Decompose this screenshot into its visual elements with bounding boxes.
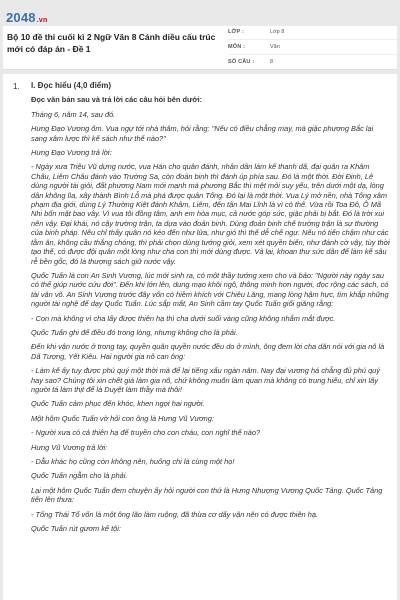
meta-row-subject [228, 41, 397, 55]
paragraph: Tháng 6, năm 14, sau đó. [31, 109, 116, 119]
document-meta [228, 26, 397, 70]
paragraph: Hưng Vũ Vương trả lời: [31, 442, 108, 452]
meta-row-question-count [228, 56, 397, 70]
paragraph: Hưng Đạo Vương trả lời: [31, 148, 112, 158]
document-header [3, 26, 397, 70]
meta-value: 8 [270, 59, 274, 65]
document-title: Bộ 10 đề thi cuối kì 2 Ngữ Văn 8 Cánh diều cấu trúc mới có đáp án - Đề 1 [7, 32, 216, 54]
paragraph: Quốc Tuấn ghi để điều đó trong lòng, nhưng không cho là phải. [31, 327, 238, 337]
question-number: 1. [13, 82, 20, 91]
paragraph: - Con mà không vì cha lấy được thiên hạ thì cha dưới suối vàng cũng không nhắm mắt được. [31, 313, 336, 323]
logo-text: 2048 [6, 10, 36, 25]
paragraph: - Dẫu khác họ cũng còn không nên, huống chi là cùng một họ! [31, 457, 235, 466]
paragraph: Một hôm Quốc Tuấn vờ hỏi con ông là Hưng Vũ Vương: [31, 413, 214, 423]
paragraph: Quốc Tuấn là con An Sinh Vương, lúc mới sinh ra, có một thầy tướng xem cho và bảo: "Người này ngày sau có thể giúp nước cứu đời". Đến khi lớn lên, dung mạo khôi ngô, thông minh hơn người, đọc rộng các sách, có tài văn võ. An Sinh Vương trước đây vốn có hiềm khích với Chiêu Lăng, mang lòng hậm hực, tìm khắp những người tài nghệ để dạy Quốc Tuấn. Lúc sắp mất, An Sinh cầm tay Quốc Tuấn giối giăng rằng: [31, 270, 389, 309]
instruction-text: Đọc văn bản sau và trả lời các câu hỏi bên dưới: [31, 95, 203, 105]
section-heading: I. Đọc hiểu (4,0 điểm) [31, 81, 112, 90]
paragraph: Quốc Tuấn cảm phục đến khóc, khen ngợi hai người. [31, 399, 205, 409]
site-logo[interactable] [6, 10, 47, 25]
paragraph: - Người xưa có cả thiên hạ để truyền cho con cháu, con nghĩ thế nào? [31, 428, 261, 438]
paragraph: - Ngày xưa Triệu Vũ dựng nước, vua Hán cho quân đánh, nhân dân làm kế thanh dã, đại quân ra Khâm Châu, Liêm Châu đánh vào Trường Sa, còn đoản binh thì đánh úp phía sau. Đó là một thời. Đời Đinh, Lê dùng người tài giỏi, đất phương Nam mới mạnh mà phương Bắc thì mệt mỏi suy yếu, trên dưới một dạ, lòng dân không lìa, xây thành Bình Lỗ mà phá được quân Tống. Đó lại là một thời. Vua Lý mở nền, nhà Tống xâm phạm địa giới, dùng Lý Thường Kiệt đánh Khâm, Liêm, đến tận Mai Lĩnh là vì có thế. Vừa rồi Toa Đô, Ô Mã Nhi bốn mặt bao vây. Vì vua tôi đồng tâm, anh em hòa mục, cả nước góp sức, giặc phải bị bắt. Đó là trời xui nên vậy. Đại khái, nó cậy trường trận, ta dựa vào đoản binh. Dùng đoản binh chế trường trận là sự thường của binh pháp. Nếu chỉ thấy quân nó kéo đến như lửa, như gió thì thế dễ chế ngự. Nếu nó tiến chậm như các tằm ăn, không cầu thắng chóng, thì phải chọn dùng tướng giỏi, xem xét quyền biến, như đánh cờ vậy, tùy thời tạo thế, có được đội quân một lòng như cha con thì mới dùng được. Vả lại, khoan thư sức dân để làm kế sâu rễ bền gốc, đó là thượng sách giữ nước vậy. [31, 162, 390, 266]
paragraph: Quốc Tuấn rút gươm kể tội: [31, 524, 121, 534]
brand-bar [0, 0, 400, 26]
paragraph: Quốc Tuấn ngẫm cho là phải. [31, 471, 128, 481]
meta-value: Lớp 8 [270, 29, 285, 35]
paragraph: Lại một hôm Quốc Tuấn đem chuyện ấy hỏi người con thứ là Hưng Nhượng Vương Quốc Tảng. Quốc Tảng tiến lên thưa: [31, 485, 383, 505]
question-body [31, 81, 391, 538]
paragraph: - Làm kế ấy tuy được phú quý một thời mà để lại tiếng xấu ngàn năm. Nay đại vương há chẳng đủ phú quý hay sao? Chúng tôi xin chết già làm gia nô, chứ không muốn làm quan mà không có trung hiếu, chỉ xin lấy người tá làm thịt để là Duyệt làm thầy mà thôi! [31, 366, 380, 394]
meta-key: LỚP : [228, 29, 244, 35]
meta-value: Văn [270, 44, 280, 50]
paragraph: - Tống Thái Tổ vốn là một ông lão làm ruộng, đã thừa cơ dấy vận nên có được thiên hạ. [31, 509, 318, 519]
question-content [3, 74, 397, 600]
paragraph: Hưng Đạo Vương ốm. Vua ngự tới nhà thăm, hỏi rằng: "Nếu có điều chẳng may, mà giặc phương Bắc lại sang xâm lược thì kế sách như thế nào?" [31, 124, 374, 143]
meta-key: SỐ CÂU : [228, 59, 255, 65]
logo-suffix: .vn [36, 17, 48, 24]
paragraph: Đến khi vận nước ở trong tay, quyền quân quyền nước đều do ở mình, ông đem lời cha dặn nói với gia nô là Dã Tượng, Yết Kiêu. Hai người gia nô can ông: [31, 342, 385, 361]
meta-key: MÔN : [228, 44, 246, 50]
meta-row-class [228, 26, 397, 40]
